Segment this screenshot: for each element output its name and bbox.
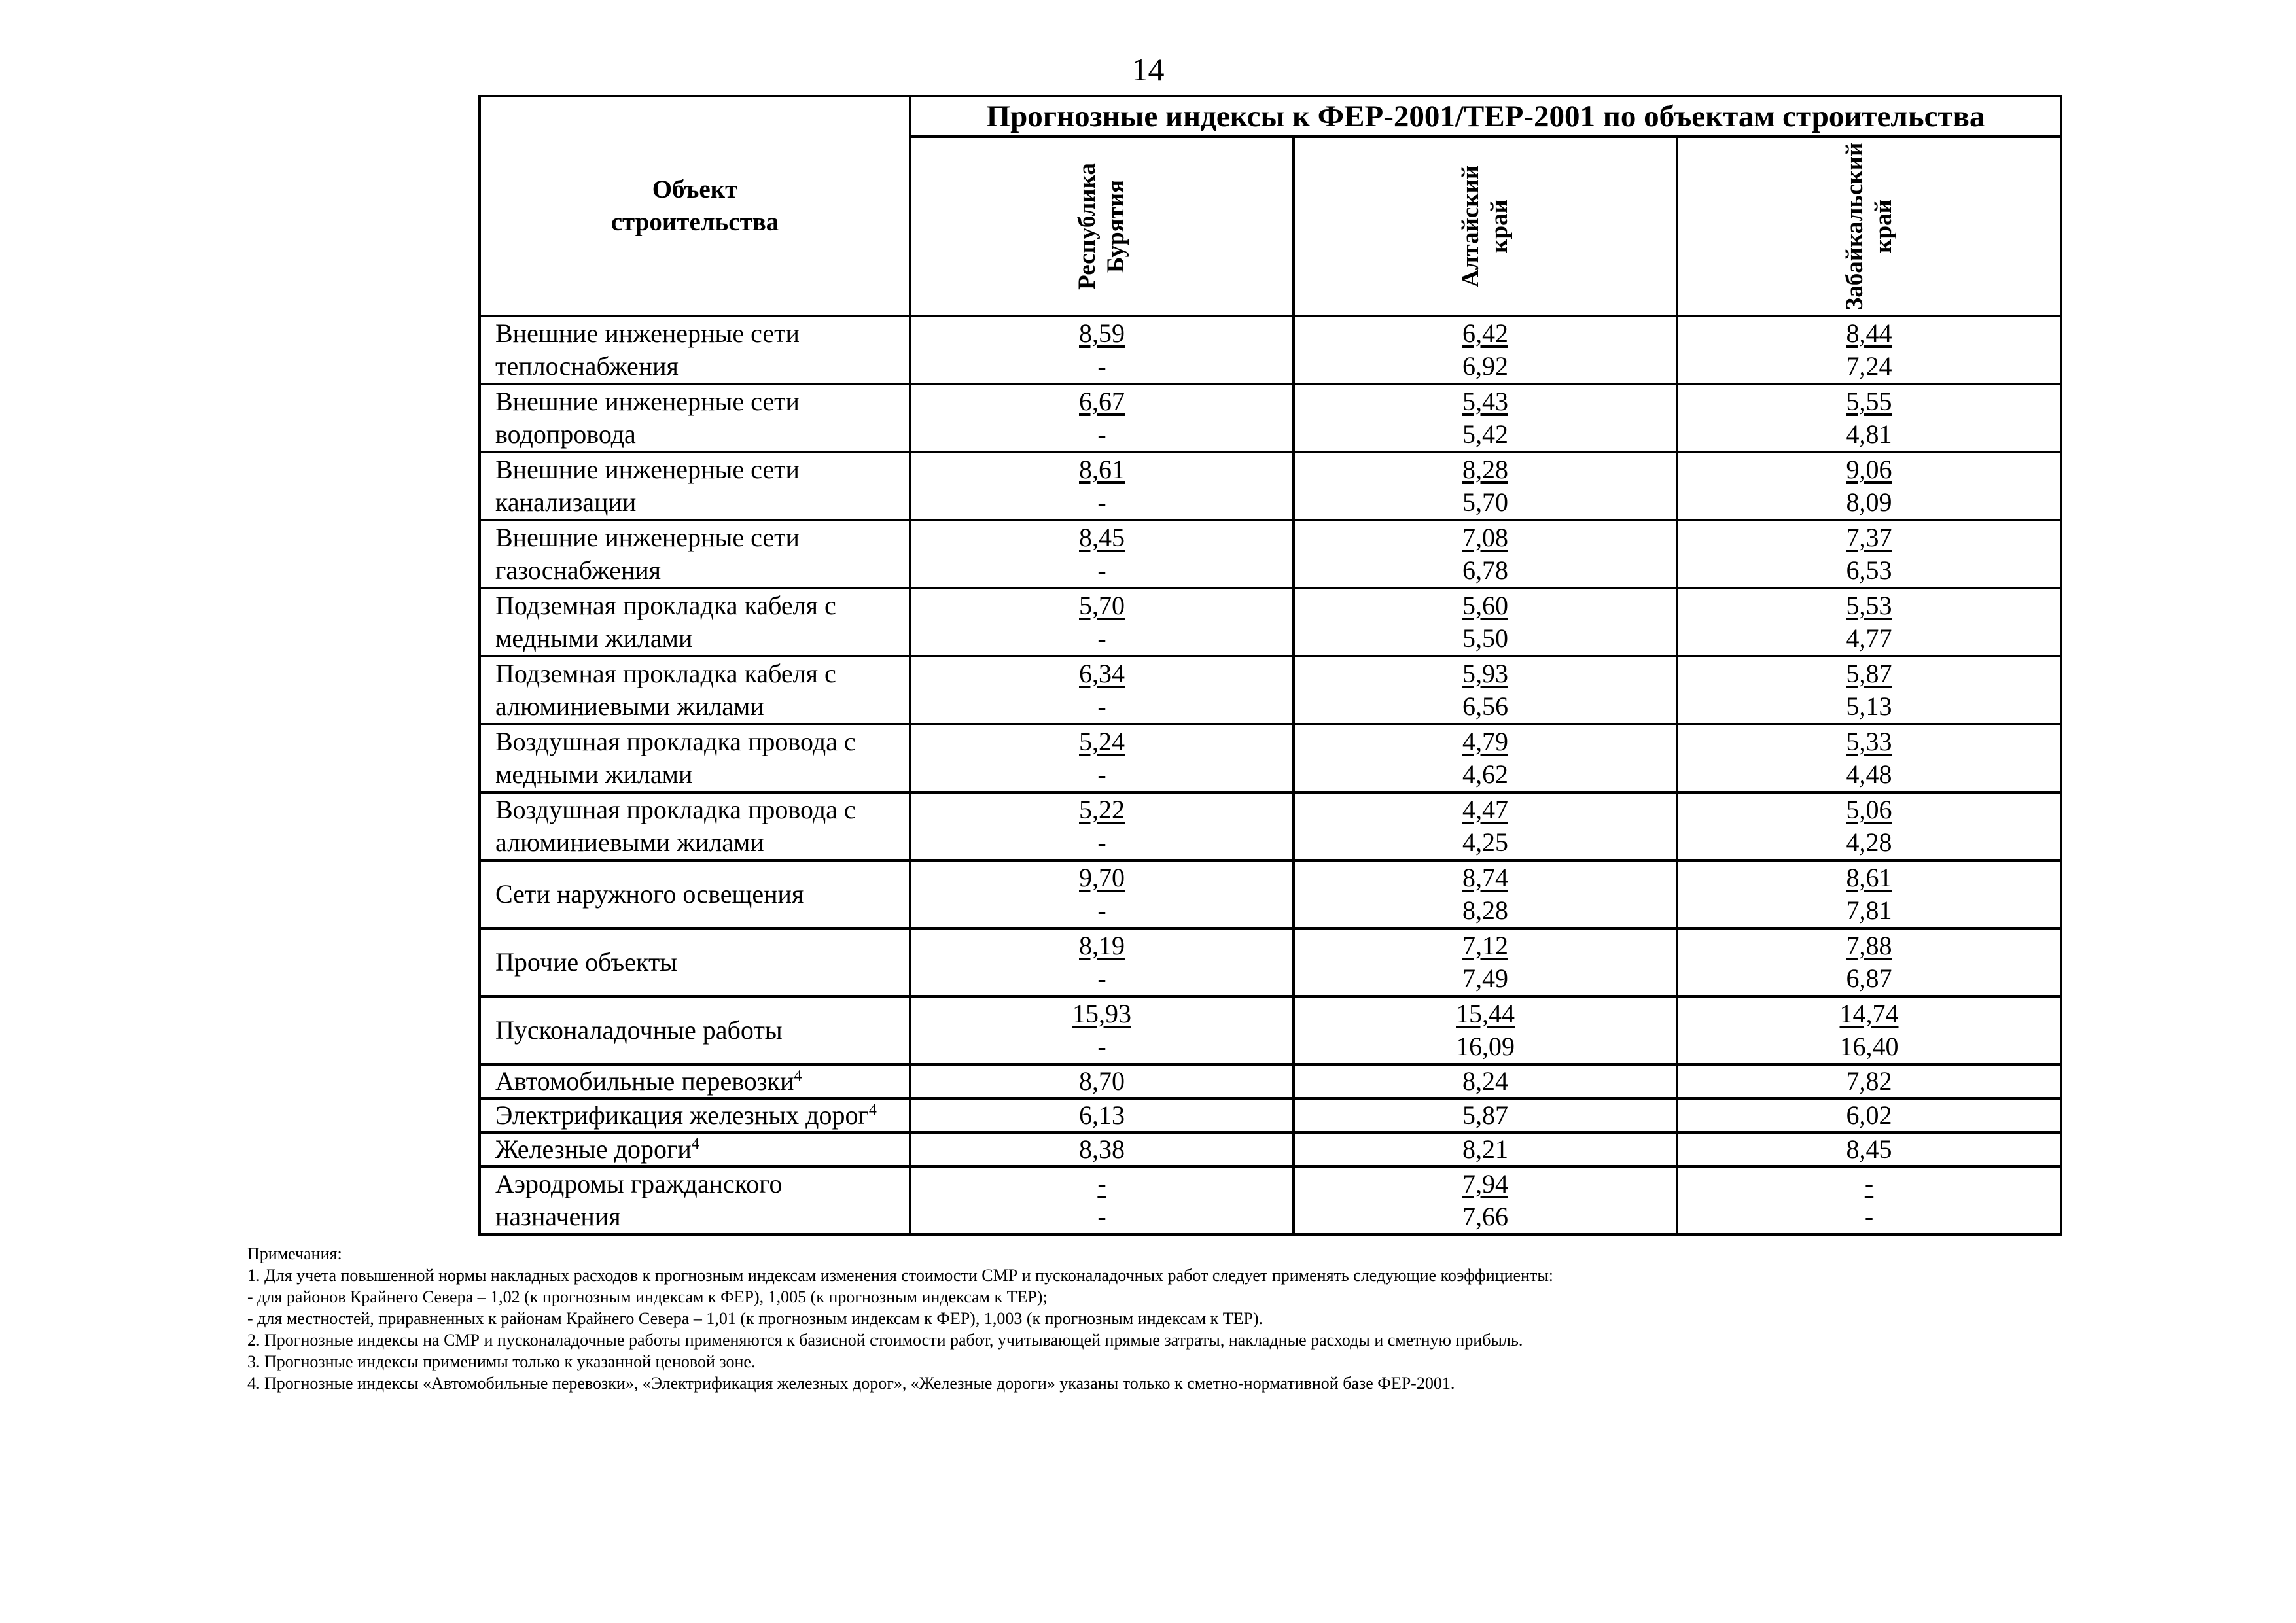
note-line: 4. Прогнозные индексы «Автомобильные перевозки», «Электрификация железных дорог», «Железные дороги» указаны только к сметно-нормативной базе ФЕР-2001.: [247, 1374, 1455, 1393]
table-row: [480, 452, 2061, 520]
row-name-line2: водопровода: [495, 419, 636, 449]
notes-section: [247, 1243, 2210, 1394]
value-cell: 7,82: [1677, 1064, 2061, 1098]
value-cell: [1677, 656, 2061, 724]
row-name-line2: алюминиевыми жилами: [495, 691, 764, 721]
index-value-smr: 5,22: [1079, 795, 1125, 824]
index-value-pnr: -: [1097, 351, 1106, 381]
index-value-pnr: -: [1097, 964, 1106, 993]
index-value-pnr: -: [1864, 1202, 1874, 1231]
index-value-pnr: 16,09: [1456, 1032, 1515, 1061]
index-value-smr: 5,60: [1462, 591, 1508, 620]
index-value-smr: 5,87: [1846, 659, 1892, 688]
index-value-smr: 14,74: [1839, 999, 1899, 1028]
index-value-smr: 5,24: [1079, 727, 1125, 756]
index-value-smr: 9,70: [1079, 863, 1125, 892]
index-value-pnr: 4,25: [1462, 828, 1508, 857]
value-cell: 5,87: [1294, 1098, 1677, 1132]
index-value-pnr: 4,62: [1462, 759, 1508, 789]
region-label-line1: Республика: [1074, 163, 1101, 290]
index-value-smr: 7,94: [1462, 1169, 1508, 1198]
value-cell: [1677, 792, 2061, 860]
footnote-marker: 4: [691, 1136, 699, 1153]
row-name-line2: газоснабжения: [495, 555, 662, 585]
value-cell: [1294, 724, 1677, 792]
row-name-cell: [480, 1166, 910, 1234]
value-cell: [1294, 452, 1677, 520]
table-row: [480, 792, 2061, 860]
row-name-line1: Пусконаладочные работы: [495, 1015, 783, 1045]
value-cell: [1294, 792, 1677, 860]
index-value-pnr: -: [1097, 896, 1106, 925]
index-value-pnr: 8,09: [1846, 487, 1892, 517]
footnote-marker: 4: [868, 1102, 877, 1119]
index-value-smr: 8,44: [1846, 319, 1892, 348]
row-name-line1: Внешние инженерные сети: [495, 523, 800, 552]
row-name-line1: Подземная прокладка кабеля с: [495, 591, 836, 620]
row-name: Автомобильные перевозки: [495, 1066, 794, 1096]
index-value-smr: 5,93: [1462, 659, 1508, 688]
index-value-pnr: -: [1097, 419, 1106, 449]
index-value-pnr: 4,77: [1846, 623, 1892, 653]
index-value-pnr: 7,24: [1846, 351, 1892, 381]
table-row: [480, 1098, 2061, 1132]
value-cell: [910, 928, 1294, 996]
index-value-smr: 6,34: [1079, 659, 1125, 688]
index-value-pnr: -: [1097, 555, 1106, 585]
value-cell: 6,02: [1677, 1098, 2061, 1132]
page-number: 14: [1131, 51, 1165, 88]
value-cell: [1294, 384, 1677, 452]
row-name-line2: медными жилами: [495, 759, 693, 789]
index-value-smr: 9,06: [1846, 455, 1892, 484]
row-name: Железные дороги: [495, 1134, 692, 1164]
index-value-pnr: 5,13: [1846, 691, 1892, 721]
index-value-pnr: 16,40: [1839, 1032, 1899, 1061]
table-row: [480, 996, 2061, 1064]
index-value-pnr: 5,42: [1462, 419, 1508, 449]
row-name-line1: Воздушная прокладка провода с: [495, 795, 856, 824]
notes-title: Примечания:: [247, 1244, 342, 1263]
table-row: [480, 1166, 2061, 1234]
region-label-line2: край: [1486, 200, 1513, 253]
value-cell: [1294, 996, 1677, 1064]
index-value-pnr: 6,56: [1462, 691, 1508, 721]
region-label: [1073, 163, 1131, 290]
value-cell: [1677, 520, 2061, 588]
value-cell: [1677, 1166, 2061, 1234]
value-cell: [1677, 860, 2061, 928]
row-name-line1: Внешние инженерные сети: [495, 387, 800, 416]
value-cell: 8,24: [1294, 1064, 1677, 1098]
note-line: 1. Для учета повышенной нормы накладных расходов к прогнозным индексам изменения стоимости СМР и пусконаладочных работ следует применять следующие коэффициенты:: [247, 1266, 1554, 1285]
row-name: Электрификация железных дорог: [495, 1100, 869, 1130]
row-name-cell: [480, 792, 910, 860]
index-value-pnr: -: [1097, 623, 1106, 653]
value-cell: [1677, 996, 2061, 1064]
note-line: - для местностей, приравненных к районам Крайнего Севера – 1,01 (к прогнозным индексам к ФЕР), 1,003 (к прогнозным индексам к ТЕР).: [247, 1309, 1263, 1328]
value-cell: [1294, 860, 1677, 928]
row-name-cell: [480, 860, 910, 928]
index-value-smr: 6,42: [1462, 319, 1508, 348]
index-value-pnr: 4,81: [1846, 419, 1892, 449]
region-label-line1: Алтайский: [1457, 165, 1484, 288]
value-cell: [910, 452, 1294, 520]
index-value-smr: 8,28: [1462, 455, 1508, 484]
row-name-cell: [480, 1098, 910, 1132]
index-value-pnr: 8,28: [1462, 896, 1508, 925]
index-value-pnr: -: [1097, 487, 1106, 517]
index-value-pnr: -: [1097, 1032, 1106, 1061]
index-value-smr: 5,43: [1462, 387, 1508, 416]
row-name-line1: Аэродромы гражданского: [495, 1169, 783, 1198]
row-name-line2: алюминиевыми жилами: [495, 828, 764, 857]
value-cell: [1677, 588, 2061, 656]
note-line: - для районов Крайнего Севера – 1,02 (к прогнозным индексам к ФЕР), 1,005 (к прогнозным индексам к ТЕР);: [247, 1287, 1048, 1306]
value-cell: 8,38: [910, 1132, 1294, 1166]
index-value-smr: 7,88: [1846, 931, 1892, 960]
index-value-smr: 4,79: [1462, 727, 1508, 756]
row-name-line2: теплоснабжения: [495, 351, 679, 381]
region-label-line1: Забайкальский: [1841, 142, 1868, 311]
object-column-header: [480, 96, 910, 316]
index-value-smr: 7,37: [1846, 523, 1892, 552]
index-value-smr: 8,59: [1079, 319, 1125, 348]
row-name-cell: [480, 996, 910, 1064]
index-value-pnr: 6,92: [1462, 351, 1508, 381]
region-label: [1841, 143, 1898, 311]
value-cell: [1294, 316, 1677, 384]
index-value-smr: 8,61: [1079, 455, 1125, 484]
index-value-smr: 8,45: [1079, 523, 1125, 552]
index-value-smr: 5,55: [1846, 387, 1892, 416]
index-value-smr: 8,19: [1079, 931, 1125, 960]
region-label-line2: край: [1869, 200, 1897, 253]
region-label: [1457, 166, 1514, 287]
footnote-marker: 4: [794, 1068, 802, 1085]
forecast-indices-header: Прогнозные индексы к ФЕР-2001/ТЕР-2001 по объектам строительства: [910, 96, 2061, 137]
index-value-pnr: 7,81: [1846, 896, 1892, 925]
table-row: [480, 928, 2061, 996]
value-cell: [1677, 316, 2061, 384]
index-value-smr: 5,06: [1846, 795, 1892, 824]
index-value-pnr: 5,50: [1462, 623, 1508, 653]
row-name-cell: [480, 1064, 910, 1098]
row-name-cell: [480, 316, 910, 384]
row-name-cell: [480, 384, 910, 452]
index-value-smr: 8,61: [1846, 863, 1892, 892]
row-name-line1: Внешние инженерные сети: [495, 319, 800, 348]
value-cell: [910, 792, 1294, 860]
index-value-smr: 7,12: [1462, 931, 1508, 960]
value-cell: [1294, 1166, 1677, 1234]
table-row: [480, 520, 2061, 588]
value-cell: [910, 384, 1294, 452]
index-value-pnr: 6,87: [1846, 964, 1892, 993]
index-value-pnr: 6,78: [1462, 555, 1508, 585]
value-cell: [910, 724, 1294, 792]
note-line: 2. Прогнозные индексы на СМР и пусконаладочные работы применяются к базисной стоимости работ, учитывающей прямые затраты, накладные расходы и сметную прибыль.: [247, 1331, 1523, 1350]
index-value-pnr: -: [1097, 691, 1106, 721]
table-body: [480, 316, 2061, 1234]
value-cell: [1294, 588, 1677, 656]
region-header-buryatia: [910, 137, 1294, 316]
value-cell: [910, 520, 1294, 588]
price-index-table: [478, 95, 2062, 1236]
index-value-smr: -: [1864, 1169, 1874, 1198]
index-value-smr: 7,08: [1462, 523, 1508, 552]
row-name-cell: [480, 588, 910, 656]
index-value-pnr: 6,53: [1846, 555, 1892, 585]
index-value-pnr: 7,66: [1462, 1202, 1508, 1231]
index-value-smr: 5,53: [1846, 591, 1892, 620]
table-row: [480, 1132, 2061, 1166]
table-row: [480, 656, 2061, 724]
object-header-line1: Объект: [652, 175, 738, 203]
row-name-line1: Подземная прокладка кабеля с: [495, 659, 836, 688]
value-cell: [1677, 724, 2061, 792]
object-header-line2: строительства: [610, 208, 779, 236]
index-value-pnr: 4,28: [1846, 828, 1892, 857]
index-value-pnr: 7,49: [1462, 964, 1508, 993]
table-row: [480, 316, 2061, 384]
value-cell: [1677, 384, 2061, 452]
note-line: 3. Прогнозные индексы применимы только к указанной ценовой зоне.: [247, 1352, 756, 1371]
region-label-line2: Бурятия: [1103, 179, 1129, 273]
index-value-pnr: -: [1097, 828, 1106, 857]
index-value-smr: 15,44: [1456, 999, 1515, 1028]
value-cell: 6,13: [910, 1098, 1294, 1132]
index-value-smr: 15,93: [1072, 999, 1131, 1028]
index-value-smr: 4,47: [1462, 795, 1508, 824]
row-name-line1: Воздушная прокладка провода с: [495, 727, 856, 756]
index-value-smr: 8,74: [1462, 863, 1508, 892]
value-cell: 8,45: [1677, 1132, 2061, 1166]
value-cell: [1294, 928, 1677, 996]
value-cell: 8,70: [910, 1064, 1294, 1098]
value-cell: [910, 860, 1294, 928]
index-value-smr: 5,33: [1846, 727, 1892, 756]
table-row: [480, 384, 2061, 452]
row-name-line2: канализации: [495, 487, 637, 517]
index-value-pnr: 5,70: [1462, 487, 1508, 517]
row-name-cell: [480, 656, 910, 724]
row-name-line1: Сети наружного освещения: [495, 879, 804, 909]
table-row: [480, 724, 2061, 792]
row-name-line1: Внешние инженерные сети: [495, 455, 800, 484]
index-value-smr: -: [1097, 1169, 1106, 1198]
row-name-cell: [480, 520, 910, 588]
region-header-altai: [1294, 137, 1677, 316]
row-name-cell: [480, 928, 910, 996]
index-value-pnr: -: [1097, 1202, 1106, 1231]
row-name-cell: [480, 452, 910, 520]
value-cell: [910, 996, 1294, 1064]
value-cell: [910, 656, 1294, 724]
index-value-smr: 5,70: [1079, 591, 1125, 620]
index-value-pnr: 4,48: [1846, 759, 1892, 789]
index-value-smr: 6,67: [1079, 387, 1125, 416]
value-cell: [910, 1166, 1294, 1234]
index-value-pnr: -: [1097, 759, 1106, 789]
value-cell: [910, 316, 1294, 384]
row-name-cell: [480, 1132, 910, 1166]
table-row: [480, 860, 2061, 928]
value-cell: 8,21: [1294, 1132, 1677, 1166]
table-row: [480, 588, 2061, 656]
row-name-line2: назначения: [495, 1202, 621, 1231]
row-name-cell: [480, 724, 910, 792]
value-cell: [1294, 656, 1677, 724]
value-cell: [910, 588, 1294, 656]
table-row: [480, 1064, 2061, 1098]
value-cell: [1294, 520, 1677, 588]
row-name-line1: Прочие объекты: [495, 947, 678, 977]
row-name-line2: медными жилами: [495, 623, 693, 653]
value-cell: [1677, 452, 2061, 520]
value-cell: [1677, 928, 2061, 996]
region-header-zabaikalsky: [1677, 137, 2061, 316]
